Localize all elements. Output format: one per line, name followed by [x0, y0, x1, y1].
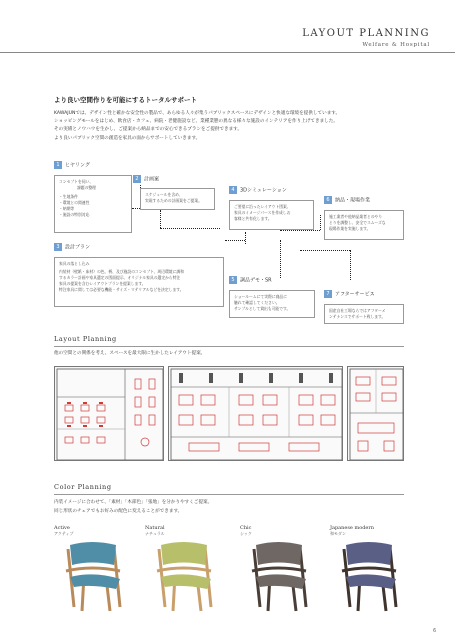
intro-line: より良いパブリック空間の創造を家具の面からサポートしていきます。 [54, 135, 201, 141]
step-line: 家具の提案を含むレイアウトプランを提案します。 [59, 281, 146, 286]
floor-plan-3 [347, 366, 404, 461]
layout-planning-rule [54, 346, 404, 347]
step-4-heading [229, 186, 287, 194]
connector-4 [245, 232, 246, 244]
step-line: するカラー計画や家具選定の図面提示、オリジナル家具の選定から特注 [59, 275, 181, 280]
step-line: ンテナンスでサポート致します。 [329, 314, 386, 319]
step-number: 2 [133, 175, 141, 183]
step-line: 現場作業を実施します。 [329, 226, 371, 231]
step-line: 特注家具に関しては必要な機能・サイズ・マテリアルなどを決定します。 [59, 287, 184, 292]
header-rule [0, 52, 455, 53]
step-line: 家具の落とし込み [59, 261, 90, 266]
step-line: コンセプトを伺い、 [59, 179, 94, 184]
step-line: ・生地条件 [59, 194, 78, 199]
connector-2-3 [160, 210, 161, 228]
color-planning-desc-2: 同じ形状のチェアでもお好みの配色に変えることができます。 [54, 509, 183, 514]
step-1-box [54, 175, 132, 233]
connector-2-4 [160, 228, 220, 229]
chair-natural-image [145, 537, 225, 615]
intro-line: KAWAJUNでは、デザイン性と確かな安全性の製品で、あらゆる人々が集うパブリックスペースにデザインと快適な環境を提供しています。 [54, 111, 341, 116]
chair-chic-image [240, 537, 320, 615]
step-line: ショールームにて実際に商品に [234, 294, 288, 299]
floor-plan-1-drawing [55, 367, 164, 461]
step-2-heading [133, 175, 159, 183]
step-title: 3Dシミュレーション [240, 187, 287, 194]
chair-sublabel: シック [240, 531, 252, 536]
step-line: ご要望に沿ったレイアウト図案、 [234, 204, 291, 209]
step-line: 施工業者や他納品業者とのやり [329, 214, 383, 219]
floor-plan-2-drawing [169, 367, 343, 461]
step-line: 客様と共有化します。 [234, 216, 272, 221]
floor-plan-3-drawing [348, 367, 404, 461]
chair-chic [240, 525, 320, 619]
intro-line: その実績とノウハウを生かし、ご提案から納品までの安心できるプランをご提供できます。 [54, 127, 242, 133]
color-planning-heading: Color Planning [54, 483, 112, 491]
chair-natural [145, 525, 225, 619]
step-7-box [324, 304, 404, 324]
connector-4-3 [225, 240, 245, 241]
chair-sublabel: ナチュラル [145, 531, 165, 536]
step-line: とりを調整し、安全でスムーズな [329, 220, 386, 225]
step-6-heading [324, 196, 370, 204]
chair-japanese-modern-image [330, 537, 410, 615]
lead-heading: より良い空間作りを可能にするトータルサポート [54, 96, 197, 104]
step-line: 実現するための計画案をご提案。 [145, 198, 202, 203]
step-title: 調品デモ・SR [240, 277, 272, 284]
step-number: 4 [229, 186, 237, 194]
step-line: サンプルとして貸出も可能です。 [234, 306, 291, 311]
step-number: 6 [324, 196, 332, 204]
color-planning-desc-1: 内装イメージに合わせて、「素材」「木部色」「張地」を分かりやすくご提案。 [54, 500, 213, 505]
step-title: ヒヤリング [65, 162, 90, 169]
step-title: 計画案 [144, 176, 160, 183]
connector-6-7 [350, 250, 351, 280]
step-7-heading [324, 290, 375, 298]
connector-6 [320, 215, 321, 230]
step-4-box [229, 200, 314, 230]
chair-sublabel: アクティブ [54, 531, 74, 536]
step-number: 7 [324, 290, 332, 298]
page-subtitle: Welfare & Hospital [362, 42, 430, 48]
chair-label: Japanese modern [330, 525, 374, 531]
step-6-box [324, 210, 404, 240]
step-title: 納品・現場作業 [335, 197, 371, 204]
step-5-box [229, 290, 315, 318]
step-line: ・納期等 [59, 206, 75, 211]
connector-1-2 [132, 208, 140, 209]
color-planning-rule [54, 494, 404, 495]
connector-4-5 [280, 240, 281, 278]
step-line: 触れて確認してください。 [234, 300, 280, 305]
step-line: 家具のイメージパースを作成しお [234, 210, 291, 215]
step-number: 3 [54, 243, 62, 251]
step-line: ・環境との関連性 [59, 200, 90, 205]
layout-planning-desc: 他の空間との関係を考え、スペースを最大限に生かしたレイアウト提案。 [54, 351, 206, 356]
chair-japanese-modern [330, 525, 410, 619]
step-title: アフターサービス [335, 291, 375, 298]
chair-sublabel: 和モダン [330, 531, 347, 536]
step-line: 課題の整理 [77, 185, 96, 190]
chair-label: Chic [240, 525, 252, 531]
step-line: ・施設の特別対応 [59, 212, 90, 217]
chair-label: Active [54, 525, 70, 531]
step-1-heading [54, 161, 90, 169]
step-number: 5 [229, 276, 237, 284]
chair-label: Natural [145, 525, 165, 531]
step-number: 1 [54, 161, 62, 169]
step-3-box [54, 257, 224, 307]
intro-line: ショッピングモールをはじめ、飲食店・カフェ、病院・老健施設など、業種業態の異なる様々な施設のインテリアを作り上げてきました。 [54, 119, 338, 125]
step-5-heading [229, 276, 272, 284]
page-title: LAYOUT PLANNING [302, 28, 430, 39]
connector-5-6 [300, 250, 350, 251]
step-3-heading [54, 243, 90, 251]
floor-plan-2 [168, 366, 343, 461]
step-line: 国産自社工場ならではアフターメ [329, 308, 386, 313]
step-line: スケジュールを含め、 [145, 192, 183, 197]
floor-plan-1 [54, 366, 164, 461]
connector-4-6 [280, 230, 320, 231]
intro-text [54, 110, 404, 143]
step-2-box [140, 188, 215, 210]
page-number: 6 [433, 628, 437, 634]
layout-planning-heading: Layout Planning [54, 335, 117, 343]
step-line: 内装材（壁紙・床材）の色、柄、及び施設のコンセプト、周辺環境に調和 [59, 269, 184, 274]
chair-active [54, 525, 134, 619]
step-title: 設計プラン [65, 244, 91, 251]
chair-active-image [54, 537, 134, 615]
